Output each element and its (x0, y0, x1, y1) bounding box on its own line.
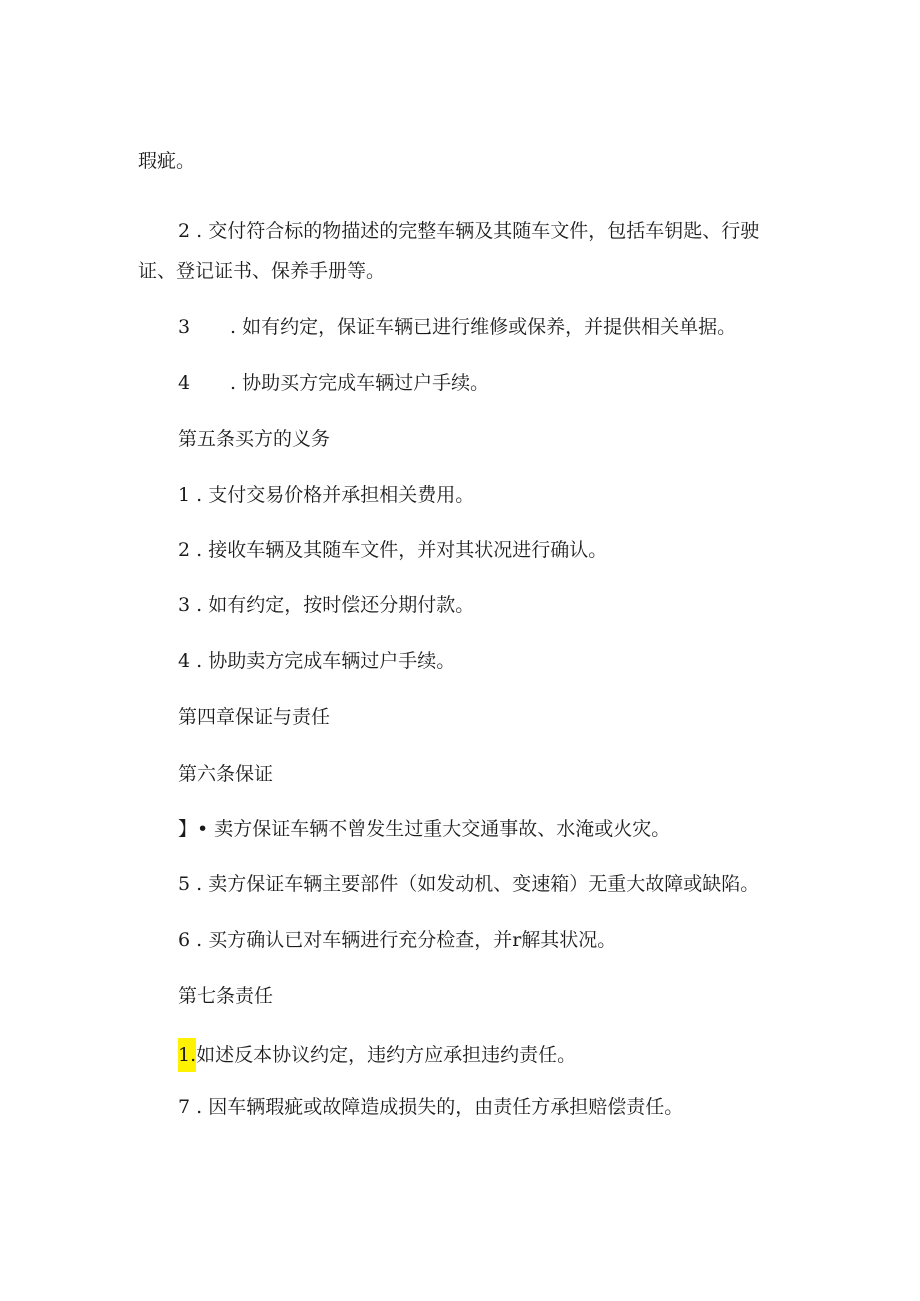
item-number: 4 (178, 372, 191, 394)
chapter-4-heading: 第四章保证与责任 (178, 706, 331, 728)
article-6-heading: 第六条保证 (178, 763, 274, 785)
item-text: 如述反本协议约定，违约方应承担违约责任。 (196, 1044, 577, 1066)
highlighted-item-number: 1. (178, 1038, 196, 1072)
item-text: . 如有约定，保证车辆已进行维修或保养，并提供相关单据。 (230, 316, 737, 338)
liability-item-1 (178, 1038, 576, 1072)
seller-duty-item-2: 2 . 交付符合标的物描述的完整车辆及其随车文件，包括车钥匙、行驶 (178, 220, 760, 242)
item-number: 3 (178, 316, 191, 338)
item-text: . 协助买方完成车辆过户手续。 (230, 372, 490, 394)
guarantee-item-5: 5 . 卖方保证车辆主要部件（如发动机、变速箱）无重大故障或缺陷。 (178, 873, 760, 895)
buyer-duty-item-1: 1 . 支付交易价格并承担相关费用。 (178, 484, 475, 506)
seller-duty-item-3 (178, 314, 736, 340)
seller-duty-item-4 (178, 370, 489, 396)
buyer-duty-item-2: 2 . 接收车辆及其随车文件，并对其状况进行确认。 (178, 539, 608, 561)
seller-duty-item-2-continued: 证、登记证书、保养手册等。 (138, 260, 386, 282)
guarantee-item-6: 6 . 买方确认已对车辆进行充分检查，并r解其状况。 (178, 929, 617, 951)
article-7-heading: 第七条责任 (178, 985, 274, 1007)
paragraph-line: 瑕疵。 (138, 150, 196, 172)
buyer-duty-item-3: 3 . 如有约定，按时偿还分期付款。 (178, 594, 475, 616)
liability-item-7: 7 . 因车辆瑕疵或故障造成损失的，由责任方承担赔偿责任。 (178, 1096, 684, 1118)
buyer-duty-item-4: 4 . 协助卖方完成车辆过户手续。 (178, 650, 456, 672)
article-5-heading: 第五条买方的义务 (178, 428, 331, 450)
guarantee-item-1: 】• 卖方保证车辆不曾发生过重大交通事故、水淹或火灾。 (178, 818, 671, 840)
